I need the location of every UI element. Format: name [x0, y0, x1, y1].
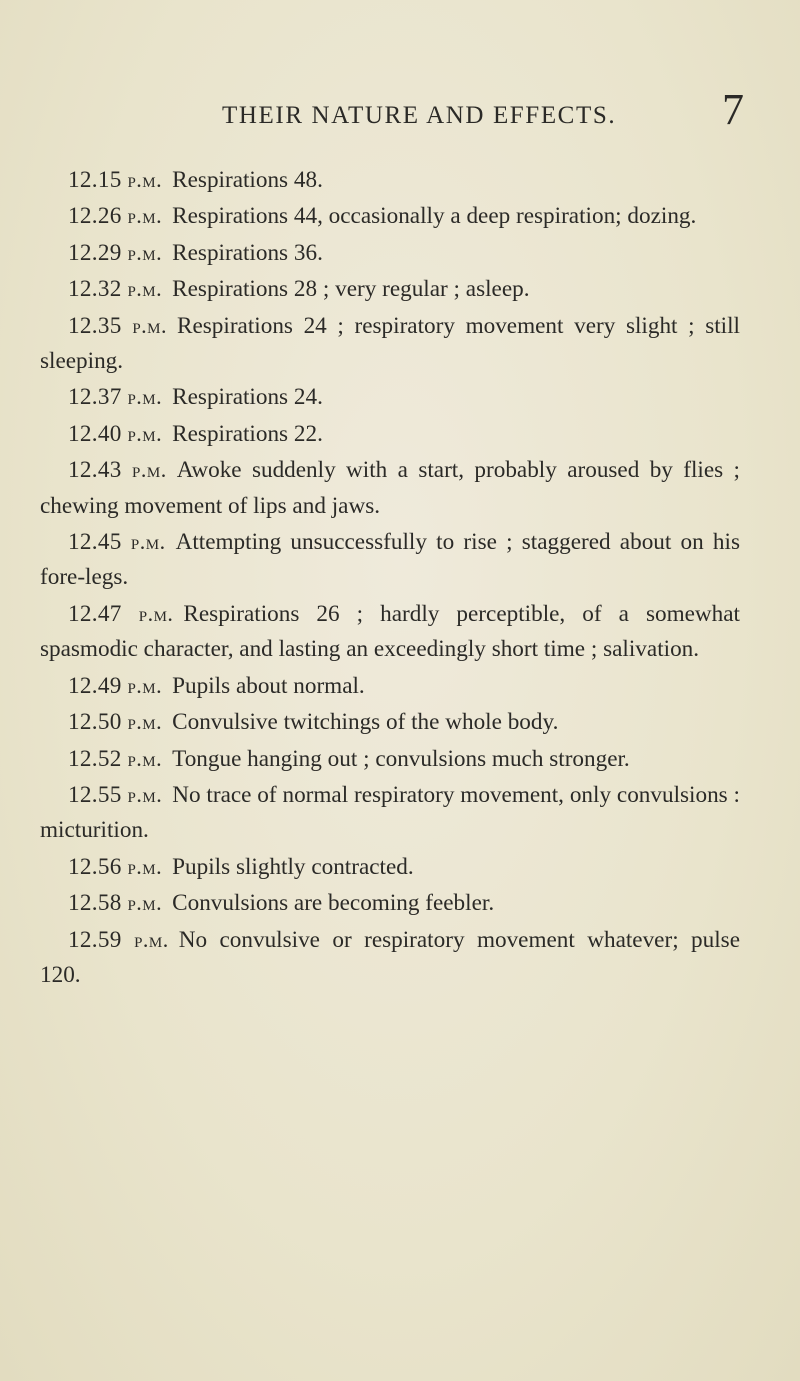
log-entry [40, 922, 740, 994]
entry-period: p.m. [132, 312, 168, 338]
entry-time: 12.47 [68, 600, 122, 627]
entry-period: p.m. [127, 276, 163, 302]
entry-text: Awoke suddenly with a start, probably aroused by flies ; chewing movement of lips and jaws. [40, 457, 740, 519]
running-title: THEIR NATURE AND EFFECTS. [222, 102, 617, 129]
log-entry [40, 198, 740, 234]
entry-period: p.m. [127, 745, 163, 771]
log-entry [40, 308, 740, 380]
entry-text: Respirations 36. [172, 239, 323, 266]
entry-period: p.m. [127, 203, 163, 229]
entry-period: p.m. [127, 239, 163, 265]
log-entry [40, 704, 740, 740]
entry-text: Respirations 48. [172, 167, 323, 193]
log-entry [40, 849, 740, 885]
entry-time: 12.15 [68, 167, 122, 193]
entry-period: p.m. [130, 529, 166, 555]
page-number: 7 [722, 85, 744, 134]
entry-time: 12.58 [68, 890, 122, 917]
entry-time: 12.40 [68, 420, 122, 447]
entry-time: 12.29 [68, 239, 122, 266]
entry-time: 12.52 [68, 745, 122, 772]
entry-period: p.m. [127, 853, 163, 879]
entry-text: Respirations 24. [172, 384, 323, 411]
entry-text: Pupils about normal. [172, 672, 365, 699]
entry-time: 12.37 [68, 384, 122, 411]
entry-period: p.m. [127, 709, 163, 735]
entry-time: 12.59 [68, 926, 122, 953]
log-entry [40, 379, 740, 415]
log-entry [40, 235, 740, 271]
entry-period: p.m. [127, 781, 163, 807]
log-entry [40, 271, 740, 307]
entry-time: 12.56 [68, 853, 122, 880]
entry-text: Tongue hanging out ; convulsions much stronger. [172, 745, 630, 772]
log-entry [40, 162, 740, 198]
log-entries [40, 162, 740, 993]
log-entry [40, 524, 740, 596]
entry-time: 12.43 [68, 457, 122, 484]
entry-text: Pupils slightly contracted. [172, 853, 414, 880]
entry-period: p.m. [132, 457, 167, 483]
log-entry [40, 777, 740, 849]
entry-text: No convulsive or respiratory movement whatever; pulse 120. [40, 926, 740, 988]
entry-text: Respirations 22. [172, 420, 323, 447]
entry-period: p.m. [127, 420, 163, 446]
entry-time: 12.55 [68, 781, 122, 808]
entry-period: p.m. [134, 926, 169, 952]
entry-time: 12.45 [68, 529, 122, 556]
log-entry [40, 668, 740, 704]
entry-text: Respirations 26 ; hardly perceptible, of a somewhat spasmodic character, and lasting an exceedingly short time ; salivation. [40, 600, 741, 663]
entry-period: p.m. [127, 384, 163, 410]
entry-text: Respirations 28 ; very regular ; asleep. [172, 276, 530, 303]
entry-text: Convulsions are becoming feebler. [172, 890, 495, 917]
entry-text: Convulsive twitchings of the whole body. [172, 709, 559, 736]
log-entry [40, 596, 740, 668]
entry-text: Respirations 24 ; respiratory movement very slight ; still sleeping. [40, 312, 741, 375]
entry-time: 12.26 [68, 203, 122, 230]
log-entry [40, 741, 740, 777]
entry-period: p.m. [127, 672, 163, 698]
page-header [0, 85, 800, 138]
log-entry [40, 416, 740, 452]
log-entry [40, 885, 740, 921]
entry-time: 12.49 [68, 672, 122, 699]
entry-time: 12.50 [68, 709, 122, 736]
log-entry [40, 452, 740, 524]
entry-time: 12.35 [68, 312, 122, 339]
entry-period: p.m. [127, 167, 163, 192]
entry-text: No trace of normal respiratory movement, only convulsions : micturition. [40, 781, 741, 844]
entry-period: p.m. [127, 890, 163, 916]
entry-period: p.m. [138, 600, 174, 626]
entry-time: 12.32 [68, 276, 122, 303]
entry-text: Attempting unsuccessfully to rise ; staggered about on his fore-legs. [40, 529, 740, 591]
entry-text: Respirations 44, occasionally a deep respiration; dozing. [172, 203, 697, 230]
